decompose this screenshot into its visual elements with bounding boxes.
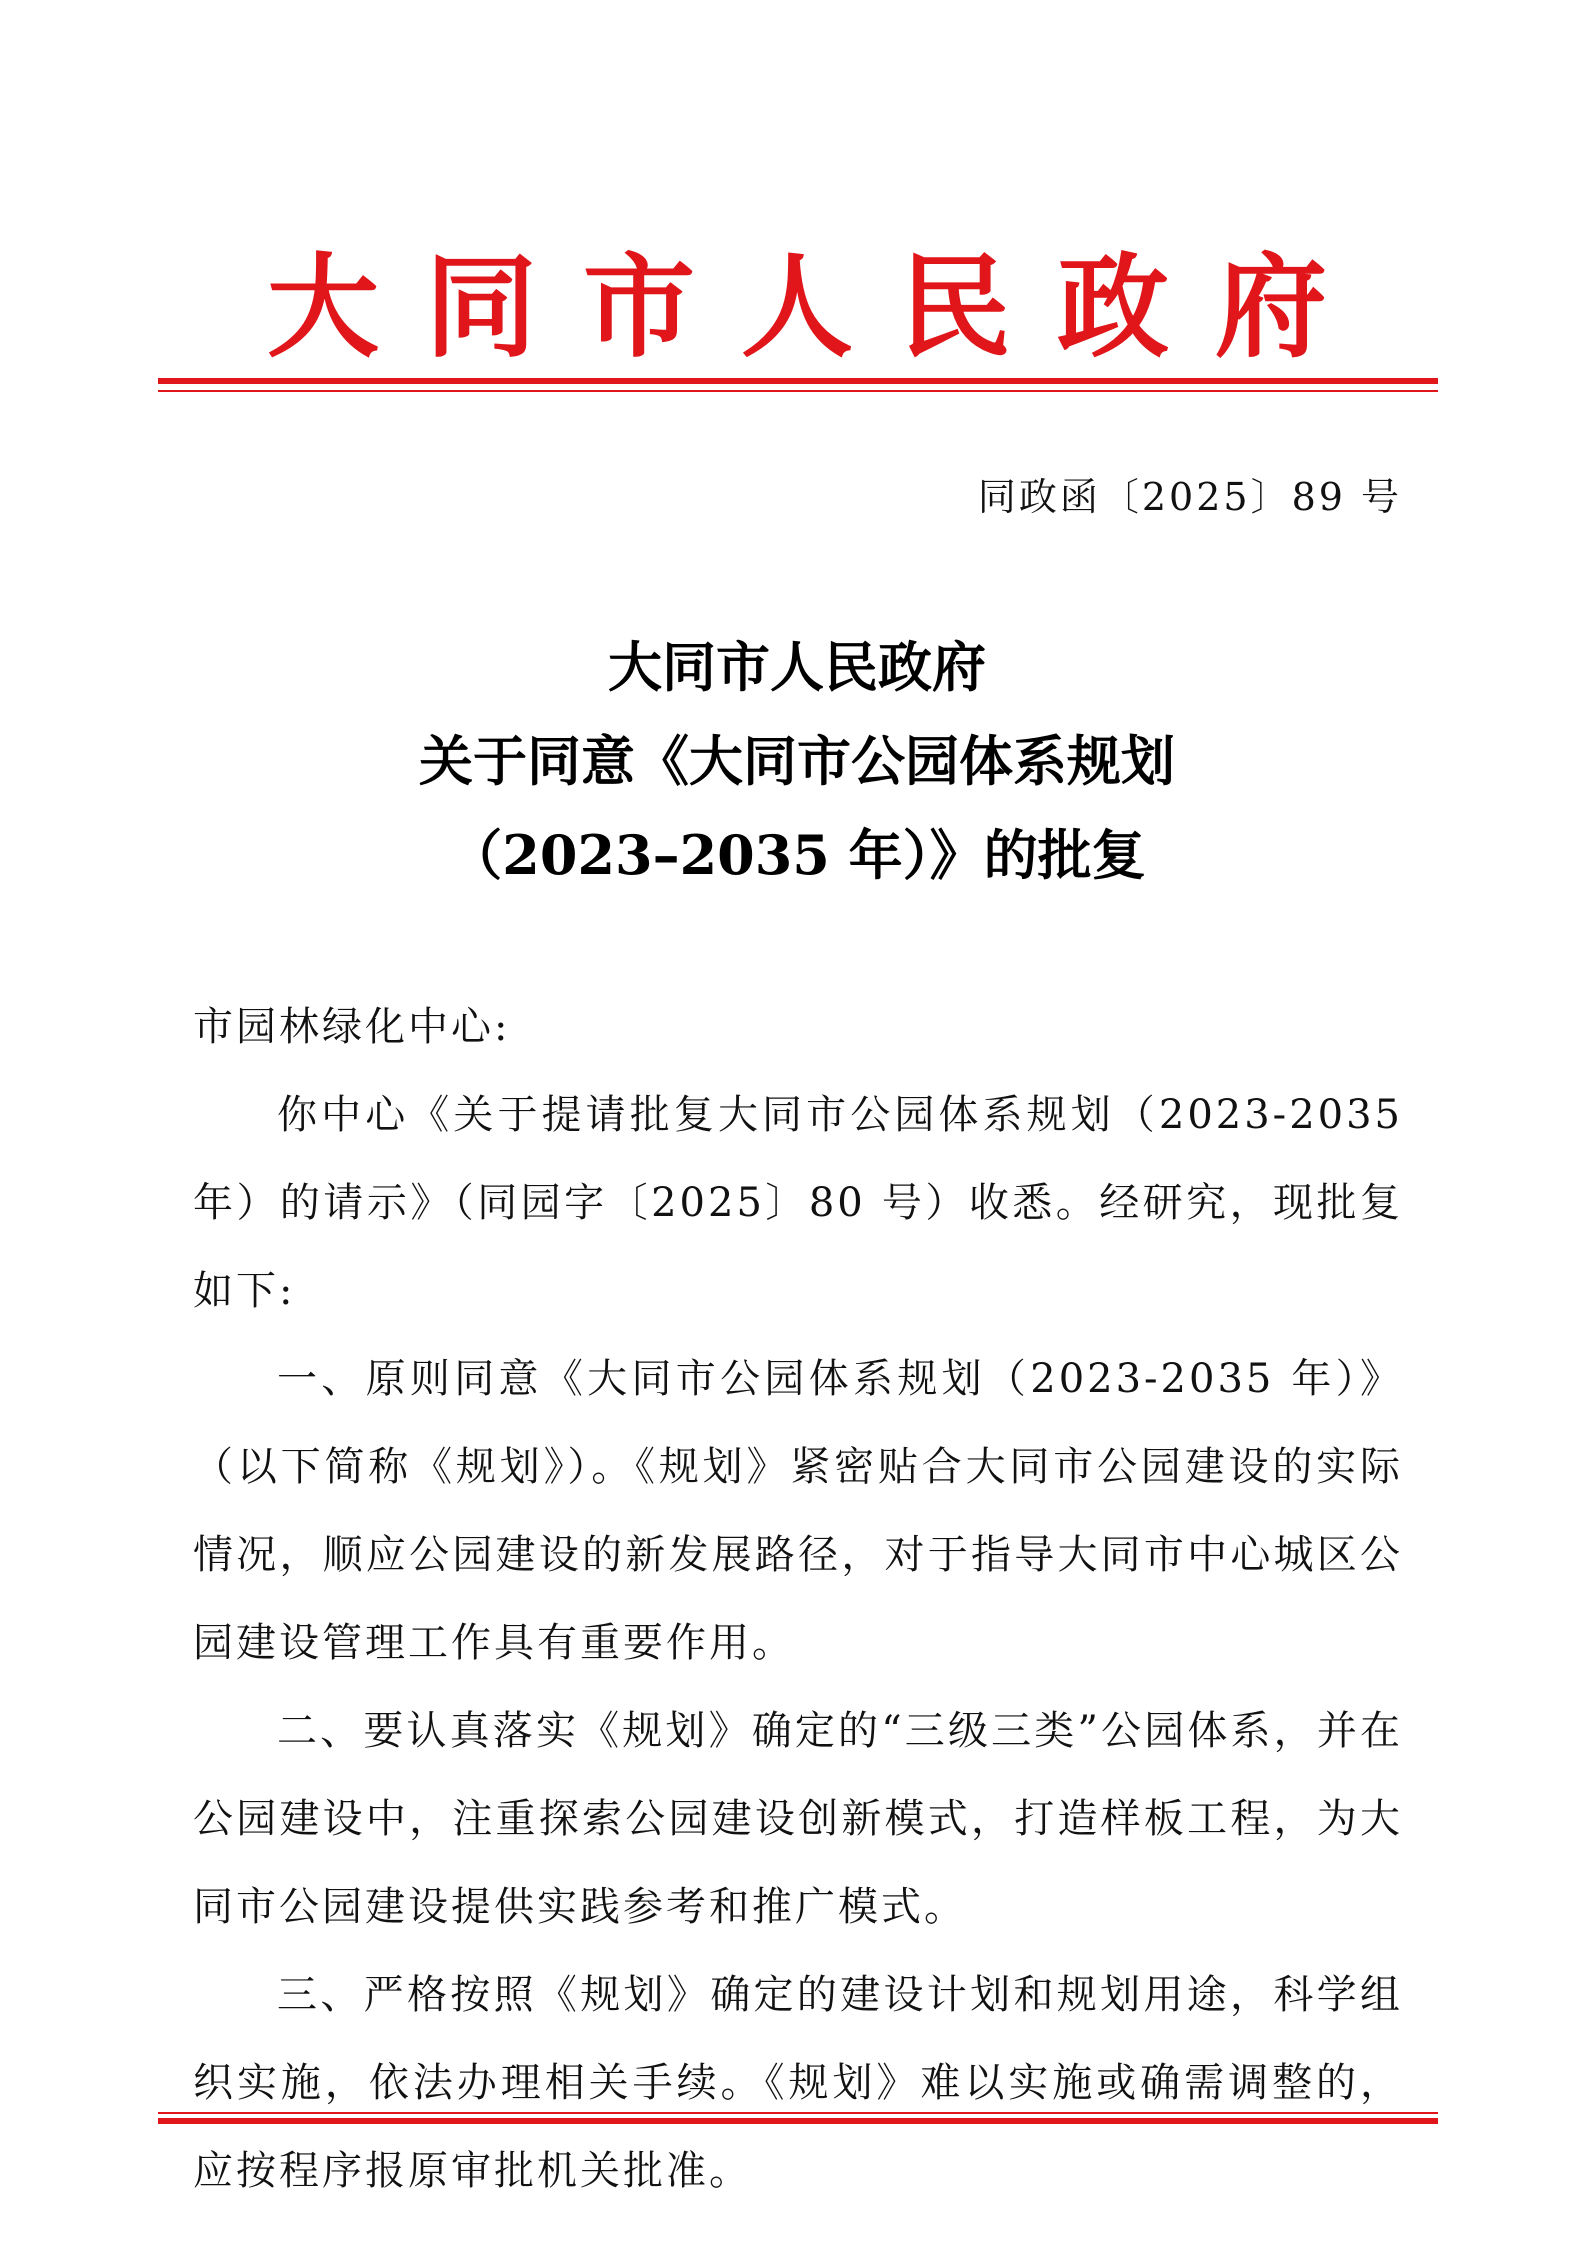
masthead-title: 大同市人民政府 — [267, 241, 1373, 373]
paragraph-1: 你中心《关于提请批复大同市公园体系规划（2023-2035 年）的请示》（同园字〔2025〕80 号）收悉。经研究，现批复如下: — [193, 1092, 1403, 1314]
paragraph-2: 一、原则同意《大同市公园体系规划（2023-2035 年）》（以下简称《规划》）。《规划》紧密贴合大同市公园建设的实际情况，顺应公园建设的新发展路径，对于指导大同市中心城区公园建设管理工作具有重要作用。 — [193, 1356, 1403, 1666]
title-line-2: 关于同意《大同市公园体系规划 — [419, 729, 1175, 793]
title-line-1: 大同市人民政府 — [608, 635, 986, 699]
footer-divider-thick — [158, 2118, 1438, 2124]
footer-divider-thin — [158, 2112, 1438, 2114]
paragraph-4: 三、严格按照《规划》确定的建设计划和规划用途，科学组织实施，依法办理相关手续。《规划》难以实施或确需调整的，应按程序报原审批机关批准。 — [193, 1972, 1403, 2194]
title-line-3: （2023–2035 年）》的批复 — [448, 823, 1146, 887]
document-number: 同政函〔2025〕89 号 — [977, 475, 1402, 519]
addressee: 市园林绿化中心: — [193, 1004, 511, 1050]
document-title — [158, 620, 1436, 902]
masthead-divider-thick — [158, 378, 1438, 384]
paragraph-3: 二、要认真落实《规划》确定的“三级三类”公园体系，并在公园建设中，注重探索公园建设创新模式，打造样板工程，为大同市公园建设提供实践参考和推广模式。 — [193, 1708, 1403, 1930]
document-body — [193, 983, 1403, 2215]
masthead-divider-thin — [158, 390, 1438, 392]
